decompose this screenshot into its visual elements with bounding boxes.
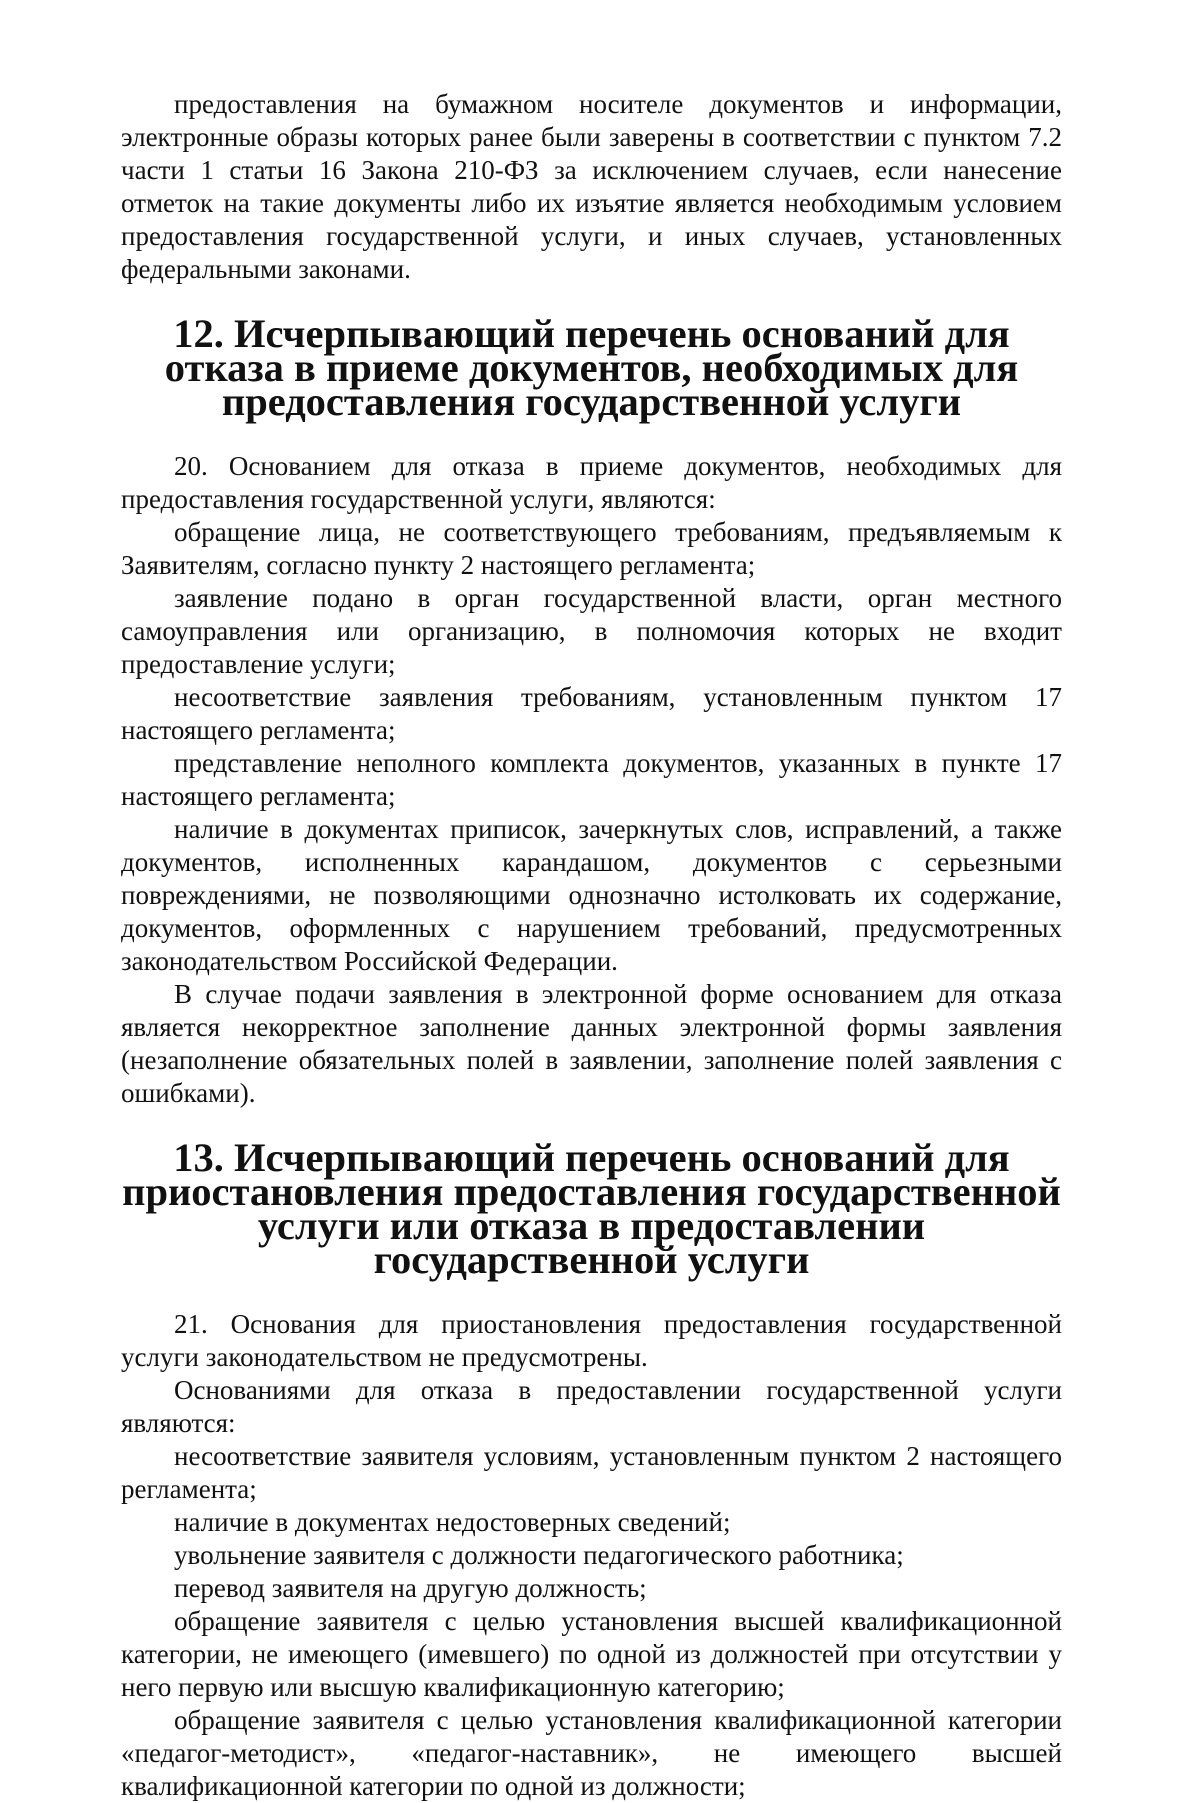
list-item: наличие в документах приписок, зачеркнутых слов, исправлений, а также документов, исполненных карандашом, документов с серьезными повреждениями, не позволяющими однозначно истолковать их содержание, документов, оформленных с нарушением требований, предусмотренных законодательством Российской Федерации. [121,814,1062,976]
list-item: несоответствие заявления требованиям, установленным пунктом 17 настоящего регламента; [121,682,1062,745]
list-item: обращение заявителя с целью установления квалификационной категории «педагог-методист», «педагог-наставник», не имеющего высшей квалификационной категории по одной из должности; [121,1705,1062,1801]
list-item: обращение лица, не соответствующего требованиям, предъявляемым к Заявителям, согласно пункту 2 настоящего регламента; [121,517,1062,580]
list-item: обращение заявителя с целью установления высшей квалификационной категории, не имеющего (имевшего) по одной из должностей при отсутствии у него первую или высшую квалификационную категорию; [121,1606,1062,1702]
intro-paragraph: предоставления на бумажном носителе документов и информации, электронные образы которых ранее были заверены в соответствии с пунктом 7.2 части 1 статьи 16 Закона 210-ФЗ за исключением случаев, если нанесение отметок на такие документы либо их изъятие является необходимым условием предоставления государственной услуги, и иных случаев, установленных федеральными законами. [121,89,1062,284]
list-item: несоответствие заявителя условиям, установленным пунктом 2 настоящего регламента; [121,1441,1062,1504]
paragraph-20: 20. Основанием для отказа в приеме документов, необходимых для предоставления государственной услуги, являются: [121,451,1062,514]
section-13-body [121,1308,1062,1803]
section-12-body [121,450,1062,1110]
list-item: представление неполного комплекта документов, указанных в пункте 17 настоящего регламента; [121,748,1062,811]
list-item: наличие в документах недостоверных сведений; [174,1507,731,1537]
list-item: заявление подано в орган государственной власти, орган местного самоуправления или организацию, в полномочия которых не входит предоставление услуги; [121,583,1062,679]
paragraph-21: 21. Основания для приостановления предоставления государственной услуги законодательством не предусмотрены. [121,1309,1062,1372]
list-item: увольнение заявителя с должности педагогического работника; [174,1540,904,1570]
refusal-grounds-intro: Основаниями для отказа в предоставлении государственной услуги являются: [121,1375,1062,1438]
section-12-heading: 12. Исчерпывающий перечень оснований для отказа в приеме документов, необходимых для предоставления государственной услуги [164,311,1019,424]
list-item: перевод заявителя на другую должность; [174,1573,647,1603]
section-13-heading: 13. Исчерпывающий перечень оснований для приостановления предоставления государственной услуги или отказа в предоставлении государственной услуги [122,1135,1061,1282]
electronic-form-paragraph: В случае подачи заявления в электронной форме основанием для отказа является некорректное заполнение данных электронной формы заявления (незаполнение обязательных полей в заявлении, заполнение полей заявления с ошибками). [121,979,1062,1108]
